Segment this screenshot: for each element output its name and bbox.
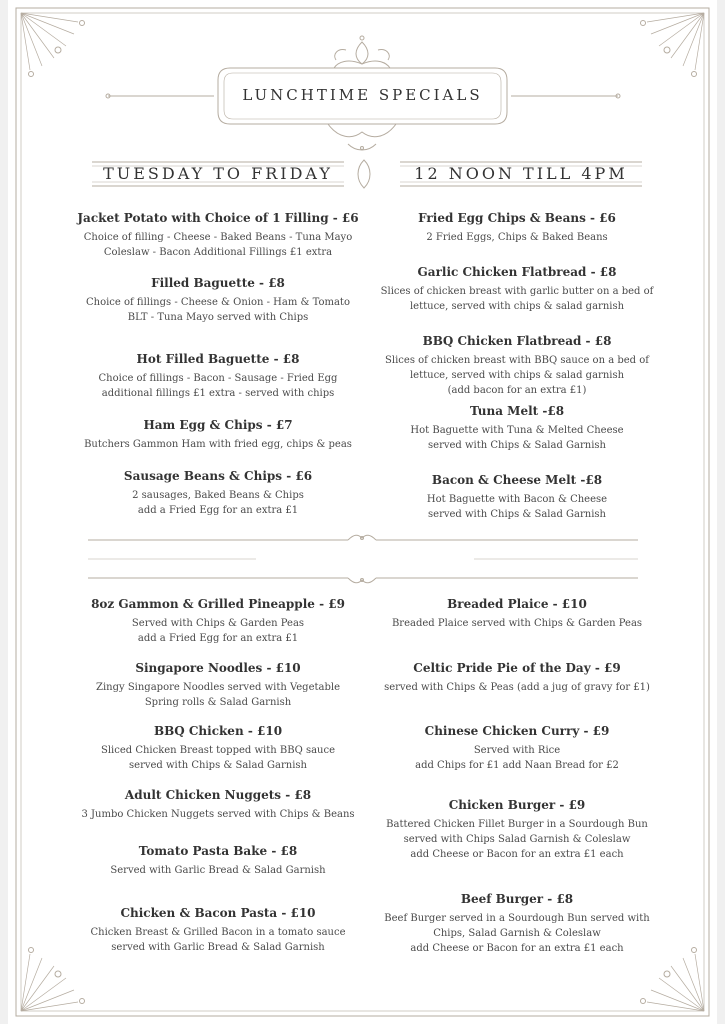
item-description: Beef Burger served in a Sourdough Bun served with Chips, Salad Garnish & Coleslaw add Cheese or Bacon for an extra £1 each [384,913,650,954]
menu-title: LUNCHTIME SPECIALS [242,86,483,104]
menu-item [374,723,660,773]
hours-heading: 12 NOON TILL 4PM [414,164,628,183]
item-description: Hot Baguette with Bacon & Cheese served with Chips & Salad Garnish [426,494,608,520]
menu-column-bottom-right [374,0,660,1010]
item-name: Chinese Chicken Curry - £9 [424,724,610,738]
item-name: Tuna Melt -£8 [469,404,565,418]
menu-item [374,891,660,956]
item-description: 2 sausages, Baked Beans & Chips add a Fried Egg for an extra £1 [132,490,304,516]
item-name: Hot Filled Baguette - £8 [136,352,300,366]
item-description: Choice of filling - Cheese - Baked Beans - Tuna Mayo Coleslaw - Bacon Additional Fillings £1 extra [83,232,353,258]
item-description: Slices of chicken breast with garlic butter on a bed of lettuce, served with chips & salad garnish [380,286,654,312]
menu-item [70,905,366,955]
item-name: BBQ Chicken Flatbread - £8 [422,334,612,348]
menu-item [374,660,660,695]
menu-item [70,843,366,878]
item-description: Choice of fillings - Cheese & Onion - Ham & Tomato BLT - Tuna Mayo served with Chips [86,297,350,323]
item-description: Breaded Plaice served with Chips & Garden Peas [391,618,643,629]
menu-column-bottom-left [70,0,366,1010]
item-name: Jacket Potato with Choice of 1 Filling - £6 [77,211,359,225]
item-name: 8oz Gammon & Grilled Pineapple - £9 [91,597,345,611]
item-name: Celtic Pride Pie of the Day - £9 [413,661,621,675]
item-description: served with Chips & Peas (add a jug of gravy for £1) [384,682,650,693]
item-description: Served with Chips & Garden Peas add a Fried Egg for an extra £1 [131,618,305,644]
menu-item [70,787,366,822]
item-name: Garlic Chicken Flatbread - £8 [417,265,617,279]
item-description: Served with Garlic Bread & Salad Garnish [110,865,326,876]
item-name: BBQ Chicken - £10 [153,724,283,738]
days-heading: TUESDAY TO FRIDAY [103,164,333,183]
item-name: Chicken & Bacon Pasta - £10 [120,906,316,920]
item-name: Bacon & Cheese Melt -£8 [431,473,603,487]
item-description: Battered Chicken Fillet Burger in a Sourdough Bun served with Chips Salad Garnish & Coleslaw add Cheese or Bacon for an extra £1 each [386,819,648,860]
item-description: Choice of fillings - Bacon - Sausage - Fried Egg additional fillings £1 extra - served with chips [98,373,338,399]
item-description: Butchers Gammon Ham with fried egg, chips & peas [84,439,352,450]
item-description: Zingy Singapore Noodles served with Vegetable Spring rolls & Salad Garnish [96,682,340,708]
menu-item [70,596,366,646]
menu-page [8,0,717,1024]
item-name: Singapore Noodles - £10 [135,661,301,675]
item-name: Tomato Pasta Bake - £8 [138,844,298,858]
item-description: 2 Fried Eggs, Chips & Baked Beans [426,232,608,243]
menu-item [70,660,366,710]
menu-item [374,797,660,862]
item-name: Fried Egg Chips & Beans - £6 [418,211,616,225]
item-description: Slices of chicken breast with BBQ sauce on a bed of lettuce, served with chips & salad garnish (add bacon for an extra £1) [385,355,649,396]
item-description: 3 Jumbo Chicken Nuggets served with Chips & Beans [81,809,355,820]
item-name: Adult Chicken Nuggets - £8 [124,788,312,802]
menu-item [70,723,366,773]
menu-item [374,596,660,631]
item-name: Breaded Plaice - £10 [447,597,587,611]
item-description: Chicken Breast & Grilled Bacon in a tomato sauce served with Garlic Bread & Salad Garnish [90,927,346,953]
item-name: Ham Egg & Chips - £7 [143,418,293,432]
item-description: Served with Rice add Chips for £1 add Naan Bread for £2 [415,745,619,771]
item-description: Hot Baguette with Tuna & Melted Cheese served with Chips & Salad Garnish [410,425,624,451]
item-name: Sausage Beans & Chips - £6 [123,469,313,483]
item-description: Sliced Chicken Breast topped with BBQ sauce served with Chips & Salad Garnish [100,745,336,771]
item-name: Chicken Burger - £9 [448,798,586,812]
item-name: Filled Baguette - £8 [151,276,285,290]
item-name: Beef Burger - £8 [460,892,574,906]
